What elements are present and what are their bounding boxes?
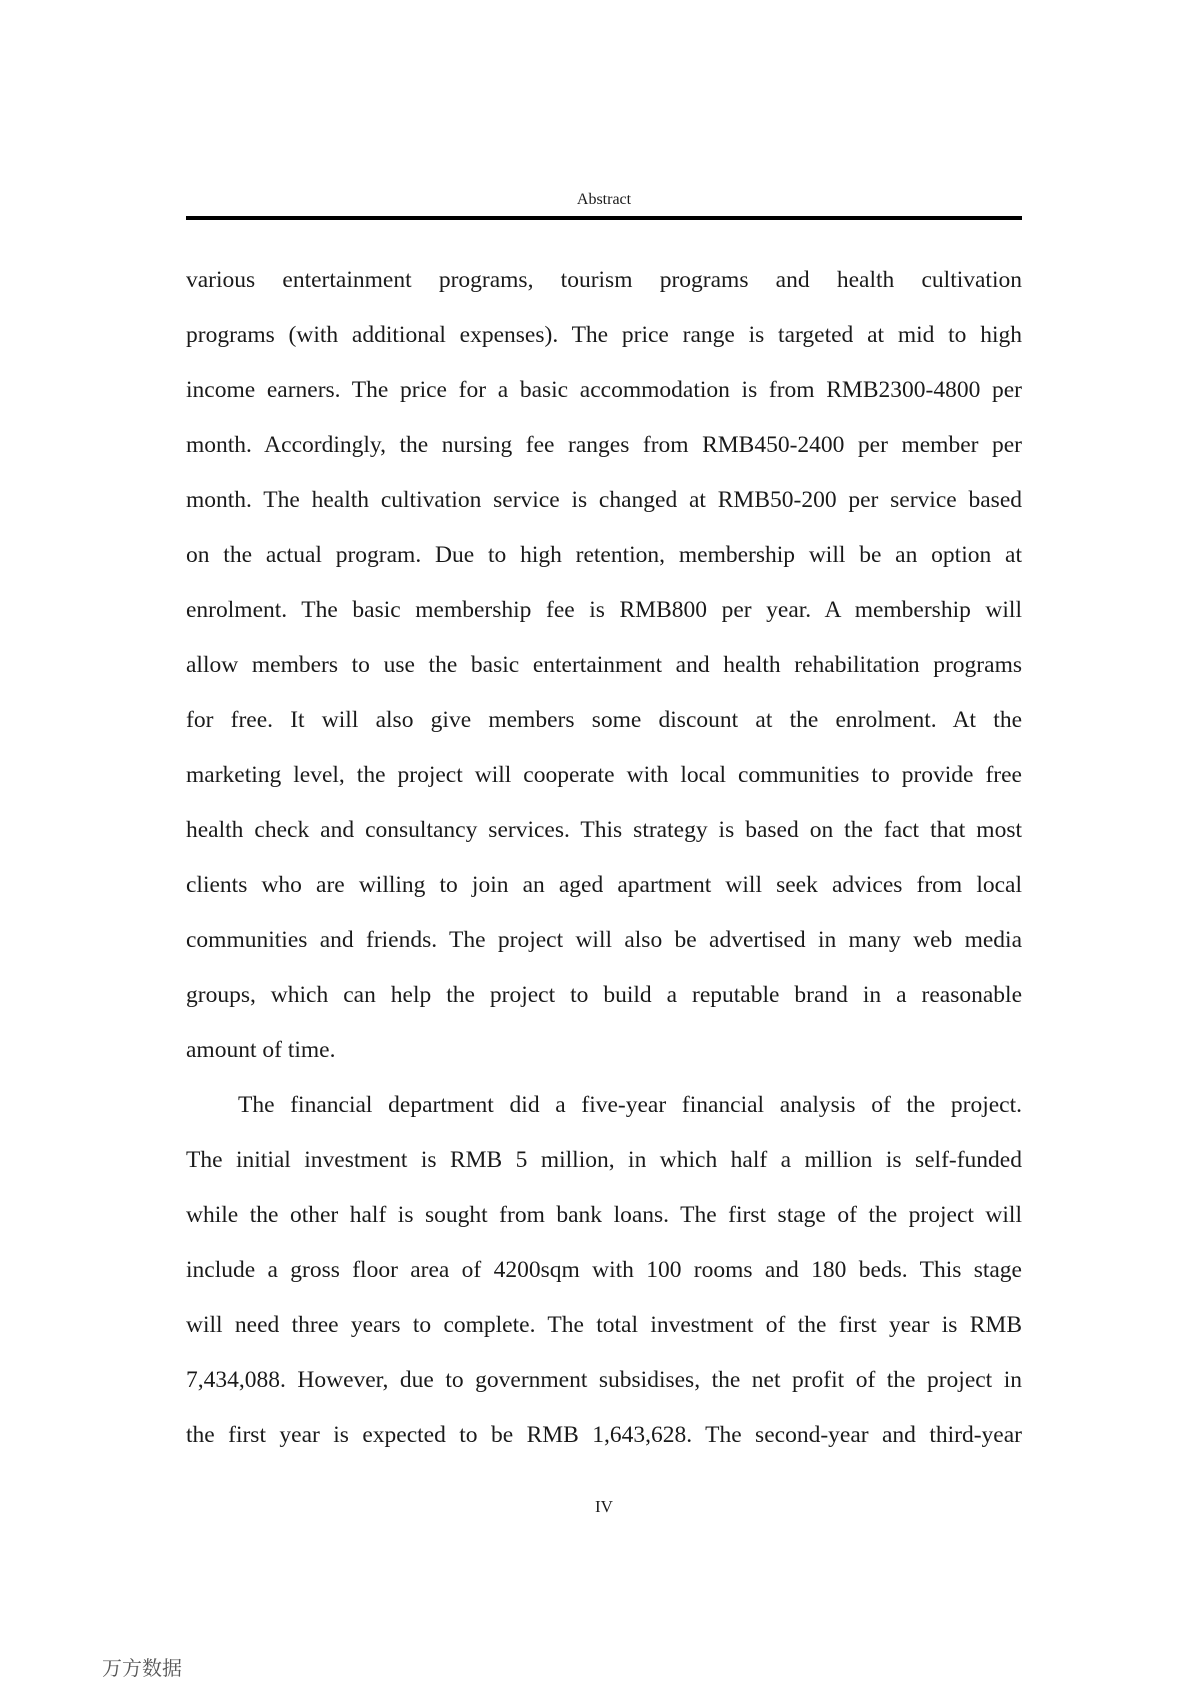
body-line: programs (with additional expenses). The price range is targeted at mid to high — [186, 322, 1022, 348]
body-line: month. Accordingly, the nursing fee ranges from RMB450-2400 per member per — [186, 432, 1022, 458]
body-line: clients who are willing to join an aged apartment will seek advices from local — [186, 872, 1022, 898]
body-line: income earners. The price for a basic accommodation is from RMB2300-4800 per — [186, 377, 1022, 403]
body-line: will need three years to complete. The total investment of the first year is RMB — [186, 1312, 1022, 1338]
page-header-title: Abstract — [576, 191, 632, 208]
body-line: include a gross floor area of 4200sqm with 100 rooms and 180 beds. This stage — [186, 1257, 1022, 1283]
body-line: enrolment. The basic membership fee is RMB800 per year. A membership will — [186, 597, 1022, 623]
body-line: the first year is expected to be RMB 1,643,628. The second-year and third-year — [186, 1422, 1022, 1448]
body-line: marketing level, the project will cooperate with local communities to provide free — [186, 762, 1022, 788]
body-line: The financial department did a five-year financial analysis of the project. — [238, 1092, 1022, 1118]
body-line: on the actual program. Due to high retention, membership will be an option at — [186, 542, 1022, 568]
body-line: groups, which can help the project to build a reputable brand in a reasonable — [186, 982, 1022, 1008]
body-line: 7,434,088. However, due to government subsidises, the net profit of the project in — [186, 1367, 1022, 1393]
body-line: The initial investment is RMB 5 million, in which half a million is self-funded — [186, 1147, 1022, 1173]
body-line: communities and friends. The project will also be advertised in many web media — [186, 927, 1022, 953]
body-line: various entertainment programs, tourism programs and health cultivation — [186, 267, 1022, 293]
body-line: while the other half is sought from bank loans. The first stage of the project will — [186, 1202, 1022, 1228]
body-line: month. The health cultivation service is changed at RMB50-200 per service based — [186, 487, 1022, 513]
body-line: health check and consultancy services. This strategy is based on the fact that most — [186, 817, 1022, 843]
header-divider — [186, 216, 1022, 220]
body-line: for free. It will also give members some discount at the enrolment. At the — [186, 707, 1022, 733]
abstract-body — [186, 253, 1022, 1463]
body-line: allow members to use the basic entertainment and health rehabilitation programs — [186, 652, 1022, 678]
watermark-text: 万方数据 — [102, 1656, 182, 1680]
page-number: IV — [595, 1497, 613, 1516]
body-line: amount of time. — [186, 1037, 336, 1063]
